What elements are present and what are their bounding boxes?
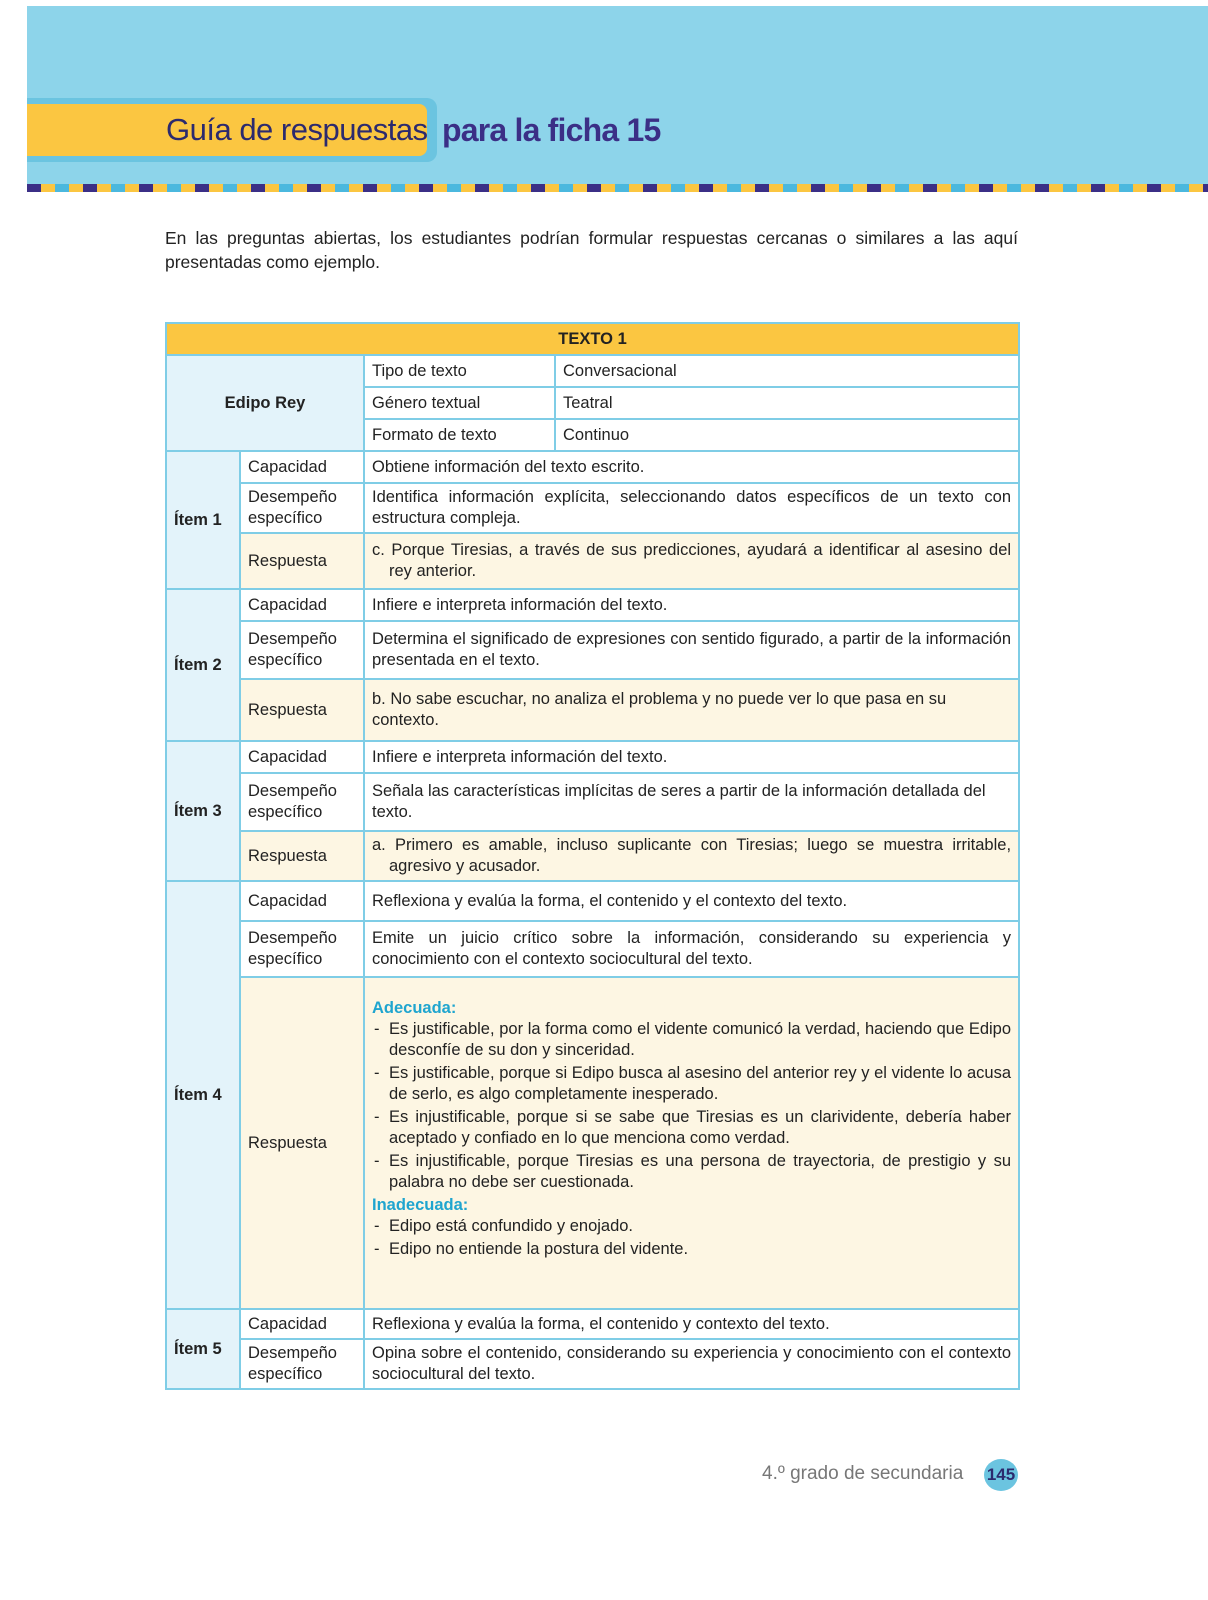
item-label: Ítem 4 bbox=[166, 881, 240, 1309]
list-item: - Es justificable, por la forma como el vidente comunicó la verdad, haciendo que Edipo desconfíe de su don y sinceridad. bbox=[372, 1019, 1011, 1061]
title-ficha: para la ficha 15 bbox=[442, 112, 661, 148]
row-label-desempeno: Desempeño específico bbox=[240, 1339, 364, 1389]
row-label-capacidad: Capacidad bbox=[240, 589, 364, 621]
row-label-respuesta: Respuesta bbox=[240, 533, 364, 589]
decorative-stripe bbox=[27, 184, 1208, 192]
table-row bbox=[166, 1309, 1019, 1339]
item-label: Ítem 1 bbox=[166, 451, 240, 589]
work-value: Teatral bbox=[555, 387, 1019, 419]
row-label-desempeno: Desempeño específico bbox=[240, 921, 364, 977]
table-row bbox=[166, 679, 1019, 741]
item-desempeno: Identifica información explícita, seleccionando datos específicos de un texto con estructura compleja. bbox=[364, 483, 1019, 533]
work-label: Tipo de texto bbox=[364, 355, 555, 387]
answer-guide-table bbox=[165, 322, 1020, 1390]
item-capacidad: Obtiene información del texto escrito. bbox=[364, 451, 1019, 483]
row-label-respuesta: Respuesta bbox=[240, 679, 364, 741]
row-label-desempeno: Desempeño específico bbox=[240, 773, 364, 831]
row-label-capacidad: Capacidad bbox=[240, 741, 364, 773]
item-respuesta-open bbox=[364, 977, 1019, 1309]
inadequate-heading: Inadecuada: bbox=[372, 1196, 469, 1214]
work-value: Continuo bbox=[555, 419, 1019, 451]
table-row bbox=[166, 483, 1019, 533]
item-label: Ítem 3 bbox=[166, 741, 240, 881]
list-item: - Edipo está confundido y enojado. bbox=[372, 1216, 1011, 1237]
table-row bbox=[166, 831, 1019, 881]
item-label: Ítem 5 bbox=[166, 1309, 240, 1389]
adequate-list bbox=[372, 1019, 1011, 1193]
item-respuesta: c. Porque Tiresias, a través de sus predicciones, ayudará a identificar al asesino del rey anterior. bbox=[364, 533, 1019, 589]
work-label: Género textual bbox=[364, 387, 555, 419]
inadequate-list bbox=[372, 1216, 1011, 1260]
work-label: Formato de texto bbox=[364, 419, 555, 451]
row-label-respuesta: Respuesta bbox=[240, 977, 364, 1309]
table-row bbox=[166, 355, 1019, 387]
table-row bbox=[166, 977, 1019, 1309]
row-label-capacidad: Capacidad bbox=[240, 451, 364, 483]
table-row bbox=[166, 921, 1019, 977]
work-title: Edipo Rey bbox=[166, 355, 364, 451]
list-item: - Es injustificable, porque Tiresias es una persona de trayectoria, de prestigio y su palabra no debe ser cuestionada. bbox=[372, 1151, 1011, 1193]
list-item: - Es justificable, porque si Edipo busca al asesino del anterior rey y el vidente lo acusa de serlo, es algo completamente inesperado. bbox=[372, 1063, 1011, 1105]
adequate-heading: Adecuada: bbox=[372, 999, 457, 1017]
table-header-cell: TEXTO 1 bbox=[166, 323, 1019, 355]
item-capacidad: Infiere e interpreta información del texto. bbox=[364, 741, 1019, 773]
item-desempeno: Señala las características implícitas de seres a partir de la información detallada del texto. bbox=[364, 773, 1019, 831]
row-label-capacidad: Capacidad bbox=[240, 881, 364, 921]
item-capacidad: Infiere e interpreta información del texto. bbox=[364, 589, 1019, 621]
item-desempeno: Opina sobre el contenido, considerando su experiencia y conocimiento con el contexto sociocultural del texto. bbox=[364, 1339, 1019, 1389]
item-desempeno: Emite un juicio crítico sobre la información, considerando su experiencia y conocimiento con el contexto sociocultural del texto. bbox=[364, 921, 1019, 977]
list-item: - Edipo no entiende la postura del vidente. bbox=[372, 1239, 1011, 1260]
table-header-row bbox=[166, 323, 1019, 355]
intro-paragraph: En las preguntas abiertas, los estudiantes podrían formular respuestas cercanas o similares a las aquí presentadas como ejemplo. bbox=[165, 228, 1018, 272]
page-number: 145 bbox=[984, 1459, 1018, 1491]
table-row bbox=[166, 621, 1019, 679]
item-capacidad: Reflexiona y evalúa la forma, el contenido y contexto del texto. bbox=[364, 1309, 1019, 1339]
grade-label: 4.º grado de secundaria bbox=[762, 1463, 964, 1484]
item-respuesta: a. Primero es amable, incluso suplicante con Tiresias; luego se muestra irritable, agresivo y acusador. bbox=[364, 831, 1019, 881]
table-row bbox=[166, 741, 1019, 773]
row-label-desempeno: Desempeño específico bbox=[240, 483, 364, 533]
table-row bbox=[166, 1339, 1019, 1389]
work-value: Conversacional bbox=[555, 355, 1019, 387]
item-desempeno: Determina el significado de expresiones con sentido figurado, a partir de la información presentada en el texto. bbox=[364, 621, 1019, 679]
list-item: - Es injustificable, porque si se sabe que Tiresias es un clarividente, debería haber aceptado y confiado en lo que menciona como verdad. bbox=[372, 1107, 1011, 1149]
row-label-respuesta: Respuesta bbox=[240, 831, 364, 881]
table-row bbox=[166, 589, 1019, 621]
table-row bbox=[166, 773, 1019, 831]
table-row bbox=[166, 881, 1019, 921]
row-label-capacidad: Capacidad bbox=[240, 1309, 364, 1339]
row-label-desempeno: Desempeño específico bbox=[240, 621, 364, 679]
item-label: Ítem 2 bbox=[166, 589, 240, 741]
item-respuesta: b. No sabe escuchar, no analiza el problema y no puede ver lo que pasa en su contexto. bbox=[364, 679, 1019, 741]
table-row bbox=[166, 451, 1019, 483]
title-guide: Guía de respuestas bbox=[166, 112, 428, 147]
table-row bbox=[166, 533, 1019, 589]
item-capacidad: Reflexiona y evalúa la forma, el contenido y el contexto del texto. bbox=[364, 881, 1019, 921]
